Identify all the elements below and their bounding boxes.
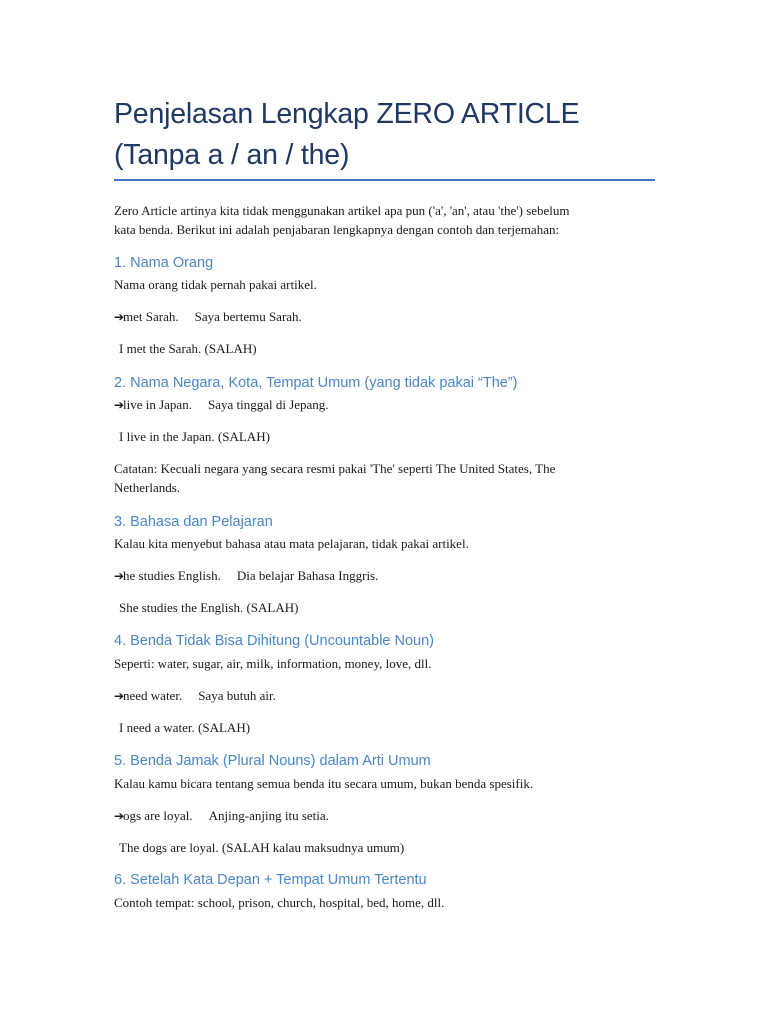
section-5-wrong-example: The dogs are loyal. (SALAH kalau maksudnya umum) — [119, 840, 405, 855]
section-4-desc: Seperti: water, sugar, air, milk, information, money, love, dll. — [114, 656, 432, 671]
section-3-example — [114, 566, 378, 586]
example-translation: Anjing-anjing itu setia. — [208, 808, 329, 823]
section-6-desc: Contoh tempat: school, prison, church, hospital, bed, home, dll. — [114, 895, 445, 910]
section-3-heading: 3. Bahasa dan Pelajaran — [114, 514, 273, 530]
section-2-example — [114, 395, 329, 415]
intro-line-1: Zero Article artinya kita tidak menggunakan artikel apa pun ('a', 'an', atau 'the') sebelum — [114, 203, 570, 218]
intro-paragraph — [114, 201, 654, 239]
section-6-heading: 6. Setelah Kata Depan + Tempat Umum Tertentu — [114, 872, 427, 888]
example-translation: Saya butuh air. — [198, 688, 276, 703]
section-1-heading: 1. Nama Orang — [114, 255, 214, 271]
section-2-heading: 2. Nama Negara, Kota, Tempat Umum (yang tidak pakai “The”) — [114, 375, 518, 391]
title-line-2: (Tanpa a / an / the) — [114, 139, 350, 171]
section-4-wrong-example: I need a water. (SALAH) — [119, 720, 251, 735]
arrow-icon: ➔ — [114, 398, 125, 412]
example-sentence: he studies English. — [123, 568, 221, 583]
arrow-icon: ➔ — [114, 569, 125, 583]
example-translation: Saya tinggal di Jepang. — [207, 397, 329, 412]
section-5-heading: 5. Benda Jamak (Plural Nouns) dalam Arti Umum — [114, 753, 431, 769]
section-4-heading: 4. Benda Tidak Bisa Dihitung (Uncountable Noun) — [114, 633, 434, 649]
section-5-example — [114, 806, 329, 826]
page-title — [114, 94, 674, 176]
note-line-1: Catatan: Kecuali negara yang secara resmi pakai 'The' seperti The United States, The — [114, 461, 556, 476]
arrow-icon: ➔ — [114, 689, 125, 703]
arrow-icon: ➔ — [114, 809, 125, 823]
example-sentence: met Sarah. — [123, 309, 179, 324]
title-underline — [114, 179, 655, 181]
note-line-2: Netherlands. — [114, 480, 181, 495]
section-3-wrong-example: She studies the English. (SALAH) — [119, 600, 299, 615]
section-2-wrong-example: I live in the Japan. (SALAH) — [119, 429, 270, 444]
intro-line-2: kata benda. Berikut ini adalah penjabaran lengkapnya dengan contoh dan terjemahan: — [114, 222, 560, 237]
section-2-note — [114, 459, 654, 497]
example-sentence: ogs are loyal. — [123, 808, 193, 823]
section-5-desc: Kalau kamu bicara tentang semua benda itu secara umum, bukan benda spesifik. — [114, 776, 534, 791]
arrow-icon: ➔ — [114, 310, 125, 324]
section-1-example — [114, 307, 302, 327]
example-sentence: live in Japan. — [123, 397, 192, 412]
section-1-wrong-example: I met the Sarah. (SALAH) — [119, 341, 257, 356]
example-translation: Dia belajar Bahasa Inggris. — [236, 568, 379, 583]
section-1-desc: Nama orang tidak pernah pakai artikel. — [114, 277, 317, 292]
example-translation: Saya bertemu Sarah. — [194, 309, 302, 324]
title-line-1: Penjelasan Lengkap ZERO ARTICLE — [114, 98, 580, 130]
section-4-example — [114, 686, 276, 706]
section-3-desc: Kalau kita menyebut bahasa atau mata pelajaran, tidak pakai artikel. — [114, 536, 469, 551]
example-sentence: need water. — [123, 688, 183, 703]
